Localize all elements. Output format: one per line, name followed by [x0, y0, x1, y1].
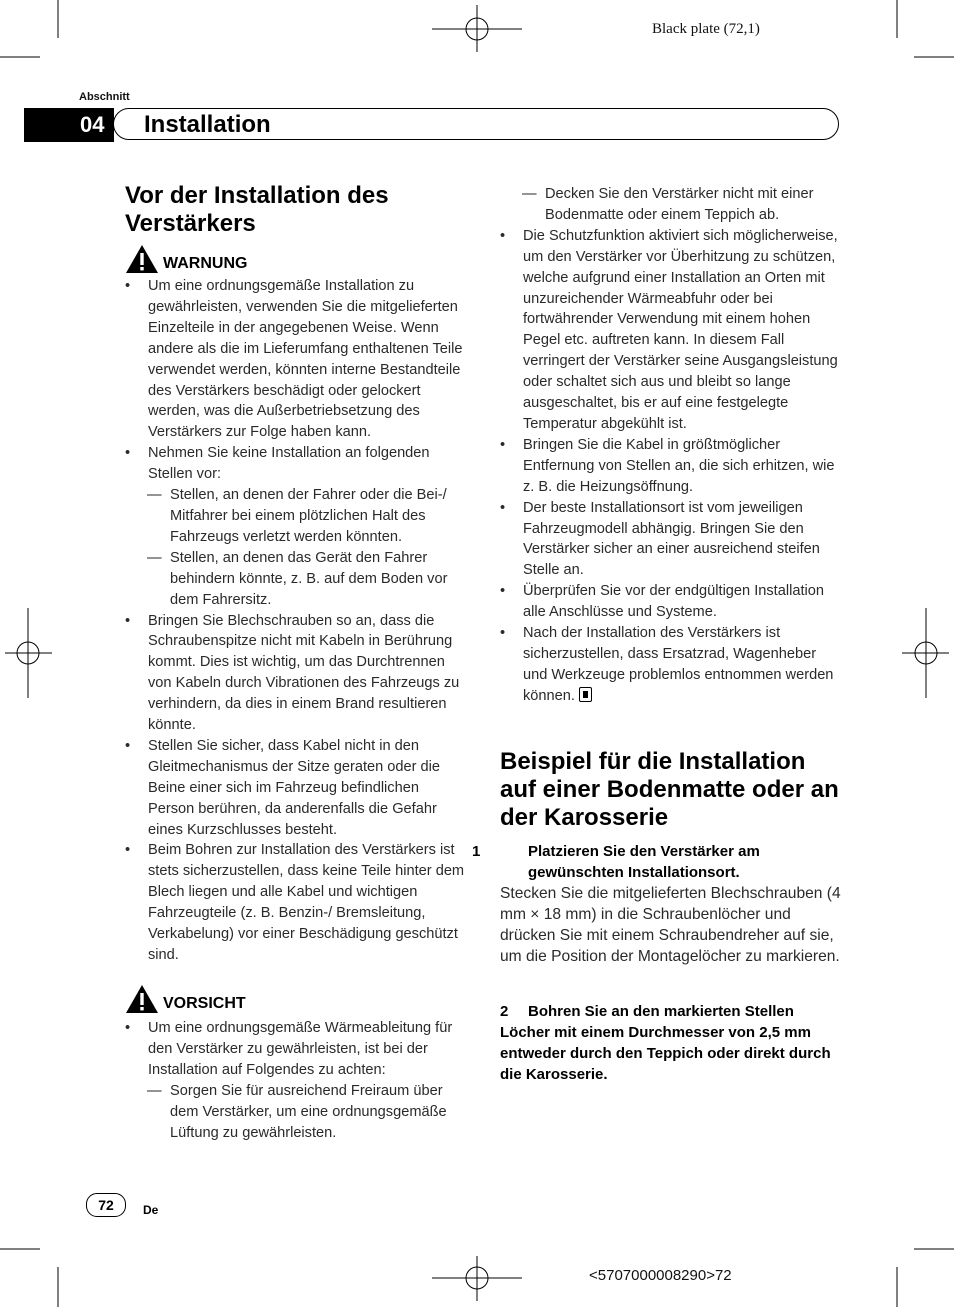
list-item: • Die Schutzfunktion aktiviert sich möglicherweise, um den Verstärker vor Überhitzung zu schützen, welche aufgrund einer Installation an Orten mit unzureichender Wärmeabfuhr oder bei fortwährender Verwendung mit einem hohen Pegel etc. auftreten kann. In diesem Fall verringert der Verstärker seine Ausgangsleistung oder schaltet sich aus und bleibt so lange ausgeschaltet, bis er auf eine festgelegte Temperatur abgekühlt ist. — [500, 226, 842, 435]
warning-label: WARNUNG — [163, 255, 248, 272]
section-label: Abschnitt — [79, 91, 130, 103]
step-1-title — [472, 842, 842, 884]
warning-header — [125, 244, 325, 278]
continued-list — [500, 184, 842, 707]
step-1-text: Stecken Sie die mitgelieferten Blechschrauben (4 mm × 18 mm) in die Schraubenlöcher und drücken Sie mit einem Schraubendreher auf sie, um die Position der Montagelöcher zu markieren. — [500, 884, 841, 965]
list-item — [500, 623, 842, 707]
list-item: • Beim Bohren zur Installation des Verstärkers ist stets sicherzustellen, dass keine Teile hinter dem Blech liegen und alle Kabel und wichtigen Fahrzeugteile (z. B. Benzin-/ Bremsleitung, Verkabelung) vor einer Beschädigung geschützt sind. — [125, 840, 467, 965]
registration-mark-icon — [432, 1256, 522, 1301]
page-number: 72 — [86, 1193, 126, 1217]
sub-list-item: — Stellen, an denen das Gerät den Fahrer behindern könnte, z. B. auf dem Boden vor dem Fahrersitz. — [125, 548, 467, 611]
step-title-text: Platzieren Sie den Verstärker am gewünschten Installationsort. — [528, 843, 760, 881]
warning-triangle-icon — [125, 244, 159, 274]
end-mark-icon — [579, 687, 592, 702]
plate-label: Black plate (72,1) — [652, 21, 760, 37]
list-item: • Bringen Sie Blechschrauben so an, dass die Schraubenspitze nicht mit Kabeln in Berührung kommt. Dies ist wichtig, um das Durchtrennen von Kabeln durch Vibrationen des Fahrzeugs zu verhindern, da dies in einem Brand resultieren könnte. — [125, 611, 467, 736]
warning-triangle-icon — [125, 984, 159, 1014]
list-item: • Stellen Sie sicher, dass Kabel nicht in den Gleitmechanismus der Sitze geraten oder die Beine einer sich im Fahrzeug befindlichen Person berühren, da anderenfalls die Gefahr eines Kurzschlusses besteht. — [125, 736, 467, 841]
list-item: • Um eine ordnungsgemäße Wärmeableitung für den Verstärker zu gewährleisten, ist bei der Installation auf Folgendes zu achten: — [125, 1018, 467, 1081]
list-item: • Um eine ordnungsgemäße Installation zu gewährleisten, verwenden Sie die mitgelieferten Einzelteile in der angegebenen Weise. Wenn andere als die im Lieferumfang enthaltenen Teile verwendet werden, könnten interne Bestandteile des Verstärkers beschädigt oder gelockert werden, was die Außerbetriebsetzung des Verstärkers zur Folge haben kann. — [125, 276, 467, 443]
caution-header — [125, 984, 325, 1018]
sub-list-item: — Sorgen Sie für ausreichend Freiraum über dem Verstärker, um eine ordnungsgemäße Lüftung zu gewährleisten. — [125, 1081, 467, 1144]
section-number: 04 — [24, 108, 114, 142]
caution-list — [125, 1018, 467, 1143]
step-1 — [472, 842, 842, 967]
list-item: • Bringen Sie die Kabel in größtmöglicher Entfernung von Stellen an, die sich erhitzen, wie z. B. die Heizungsöffnung. — [500, 435, 842, 498]
section-title: Installation — [113, 108, 839, 140]
list-item: • Überprüfen Sie vor der endgültigen Installation alle Anschlüsse und Systeme. — [500, 581, 842, 623]
step-2 — [500, 1002, 842, 1086]
step-title-text: Bohren Sie an den markierten Stellen Löcher mit einem Durchmesser von 2,5 mm entweder durch den Teppich oder direkt durch die Karosserie. — [500, 1003, 831, 1083]
sub-list-item: — Decken Sie den Verstärker nicht mit einer Bodenmatte oder einem Teppich ab. — [500, 184, 842, 226]
step-number: 2 — [500, 1003, 509, 1020]
example-heading: Beispiel für die Installation auf einer Bodenmatte oder an der Karosserie — [500, 748, 839, 831]
registration-mark-icon — [902, 608, 949, 698]
registration-mark-icon — [5, 608, 52, 698]
page-heading: Vor der Installation des Verstärkers — [125, 182, 389, 237]
caution-label: VORSICHT — [163, 995, 246, 1012]
list-item-text: Nach der Installation des Verstärkers ist sicherzustellen, dass Ersatzrad, Wagenheber und Werkzeuge problemlos entnommen werden können. — [523, 625, 834, 704]
sub-list-item: — Stellen, an denen der Fahrer oder die Bei-/ Mitfahrer bei einem plötzlichen Halt des Fahrzeugs verletzt werden könnten. — [125, 485, 467, 548]
warning-list — [125, 276, 467, 966]
registration-mark-icon — [432, 5, 522, 52]
list-item: • Der beste Installationsort ist vom jeweiligen Fahrzeugmodell abhängig. Bringen Sie den Verstärker sicher an einer ausreichend steifen Stelle an. — [500, 498, 842, 582]
step-number: 1 — [472, 843, 481, 860]
list-item: • Nehmen Sie keine Installation an folgenden Stellen vor: — [125, 443, 467, 485]
step-2-title — [500, 1002, 842, 1086]
language-label: De — [143, 1203, 159, 1217]
barcode-text: <5707000008290>72 — [589, 1267, 732, 1284]
